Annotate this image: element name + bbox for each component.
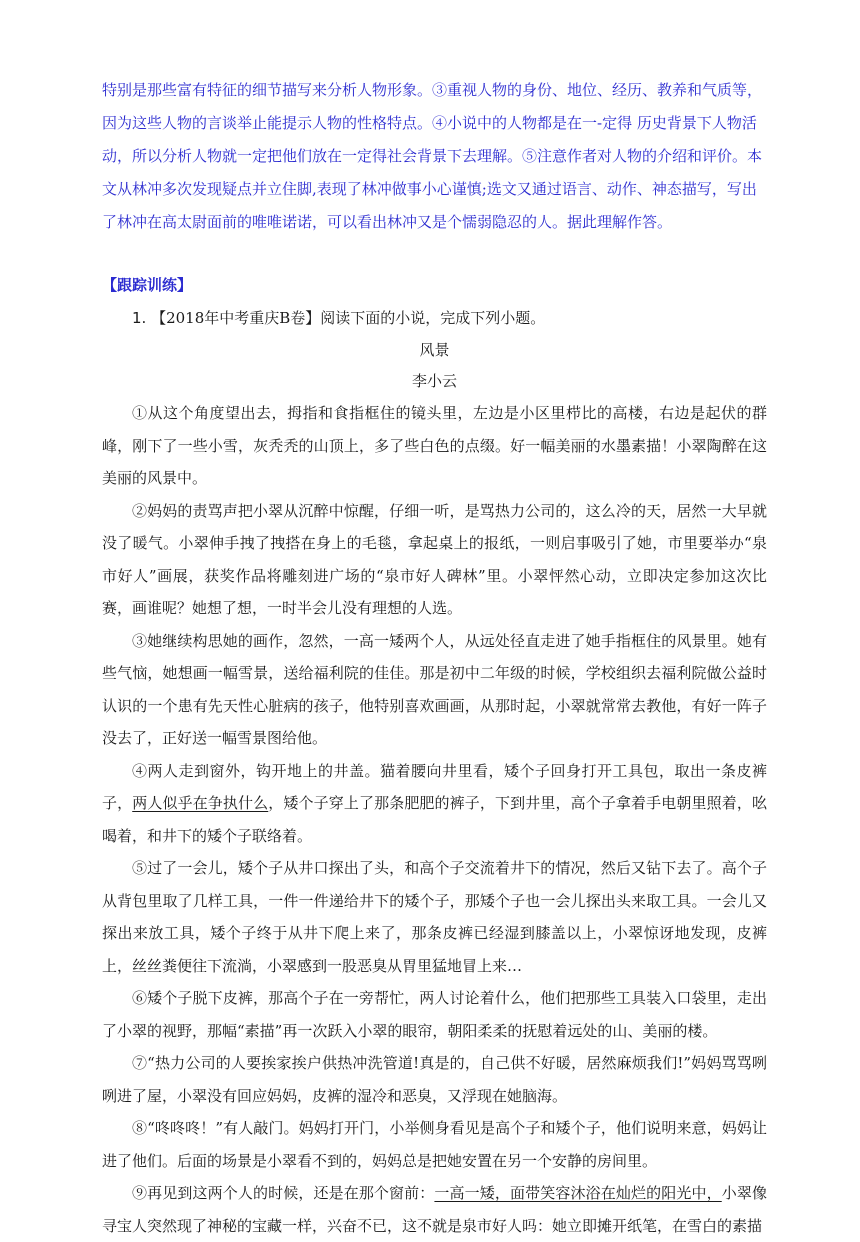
underlined-sentence-2: 一高一矮，面带笑容沐浴在灿烂的阳光中， [434, 1184, 722, 1202]
analysis-line: 因为这些人物的言谈举止能提示人物的性格特点。④小说中的人物都是在一-定得 历史背景下人物活 [102, 114, 757, 132]
question-number: 1. [132, 309, 147, 327]
question-text: 【2018年中考重庆B卷】阅读下面的小说，完成下列小题。 [151, 309, 546, 327]
story-paragraph-5: ⑤过了一会儿，矮个子从井口探出了头，和高个子交流着井下的情况，然后又钻下去了。高个子从背包里取了几样工具，一件一件递给井下的矮个子，那矮个子也一会儿探出头来取工具。一会儿又探出来放工具，矮个子终于从井下爬上来了，那条皮裤已经湿到膝盖以上，小翠惊讶地发现，皮裤上，丝丝粪便往下流淌，小翠感到一股恶臭从胃里猛地冒上来… [102, 859, 767, 975]
analysis-line: 特别是那些富有特征的细节描写来分析人物形象。③重视人物的身份、地位、经历、教养和气质等， [102, 81, 763, 99]
story-title: 风景 [419, 341, 450, 359]
analysis-line: 了林冲在高太尉面前的唯唯诺诺，可以看出林冲又是个懦弱隐忍的人。据此理解作答。 [102, 213, 673, 231]
analysis-line: 动，所以分析人物就一定把他们放在一定得社会背景下去理解。⑤注意作者对人物的介绍和评价。本 [102, 147, 763, 165]
story-author: 李小云 [411, 372, 457, 390]
story-paragraph-8: ⑧“咚咚咚！”有人敲门。妈妈打开门，小举侧身看见是高个子和矮个子，他们说明来意，妈妈让进了他们。后面的场景是小翠看不到的，妈妈总是把她安置在另一个安静的房间里。 [102, 1119, 767, 1170]
story-paragraph-9 [102, 1177, 767, 1242]
analysis-line: 文从林冲多次发现疑点并立住脚,表现了林冲做事小心谨慎;选文又通过语言、动作、神态描写，写出 [102, 180, 757, 198]
paragraph-9-text-a: ⑨再见到这两个人的时候，还是在那个窗前： [132, 1184, 435, 1202]
story-paragraph-4 [102, 755, 767, 853]
analysis-text [102, 74, 767, 239]
story-paragraph-1: ①从这个角度望出去，拇指和食指框住的镜头里，左边是小区里栉比的高楼，右边是起伏的群峰，刚下了一些小雪，灰秃秃的山顶上，多了些白色的点缀。好一幅美丽的水墨素描！小翠陶醉在这美丽的风景中。 [102, 404, 767, 487]
story-paragraph-2: ②妈妈的责骂声把小翠从沉醉中惊醒，仔细一听，是骂热力公司的，这么冷的天，居然一大早就没了暖气。小翠伸手拽了拽搭在身上的毛毯，拿起桌上的报纸，一则启事吸引了她，市里要举办“泉市好人”画展，获奖作品将雕刻进广场的“泉市好人碑林”里。小翠怦然心动，立即决定参加这次比赛，画谁呢？她想了想，一时半会儿没有理想的人选。 [102, 501, 767, 617]
underlined-sentence-1: 两人似乎在争执什么 [132, 794, 269, 812]
document-page [102, 74, 767, 1242]
section-heading: 【跟踪训练】 [102, 276, 193, 294]
paragraph-4-text-a: ④两人走到窗外，钩开地上的井盖。猫着腰向井里看，矮个子回身打开工具包，取出一条皮裤子， [102, 761, 767, 812]
story-paragraph-7: ⑦“热力公司的人要挨家挨户供热冲洗管道!真是的，自己供不好暖，居然麻烦我们!”妈妈骂骂咧咧进了屋，小翠没有回应妈妈，皮裤的湿冷和恶臭，又浮现在她脑海。 [102, 1054, 767, 1105]
paragraph-9-text-b: 小翠像寻宝人突然现了神秘的宝藏一样，兴奋不已，这不就是泉市好人吗：她立即摊开纸笔，在雪白的素描 [102, 1184, 767, 1235]
story-paragraph-3: ③她继续构思她的画作，忽然，一高一矮两个人，从远处径直走进了她手指框住的风景里。她有些气恼，她想画一幅雪景，送给福利院的佳佳。那是初中二年级的时候，学校组织去福利院做公益时认识的一个患有先天性心脏病的孩子，他特别喜欢画画，从那时起，小翠就常常去教他，有好一阵子没去了，正好送一幅雪景图给他。 [102, 631, 767, 747]
story-paragraph-6: ⑥矮个子脱下皮裤，那高个子在一旁帮忙，两人讨论着什么，他们把那些工具装入口袋里，走出了小翠的视野，那幅“素描”再一次跃入小翠的眼帘，朝阳柔柔的抚慰着远处的山、美丽的楼。 [102, 989, 767, 1040]
question-prompt [102, 302, 767, 335]
paragraph-4-text-b: ，矮个子穿上了那条肥肥的裤子，下到井里，高个子拿着手电朝里照着，吆喝着，和井下的矮个子联络着。 [102, 794, 767, 845]
